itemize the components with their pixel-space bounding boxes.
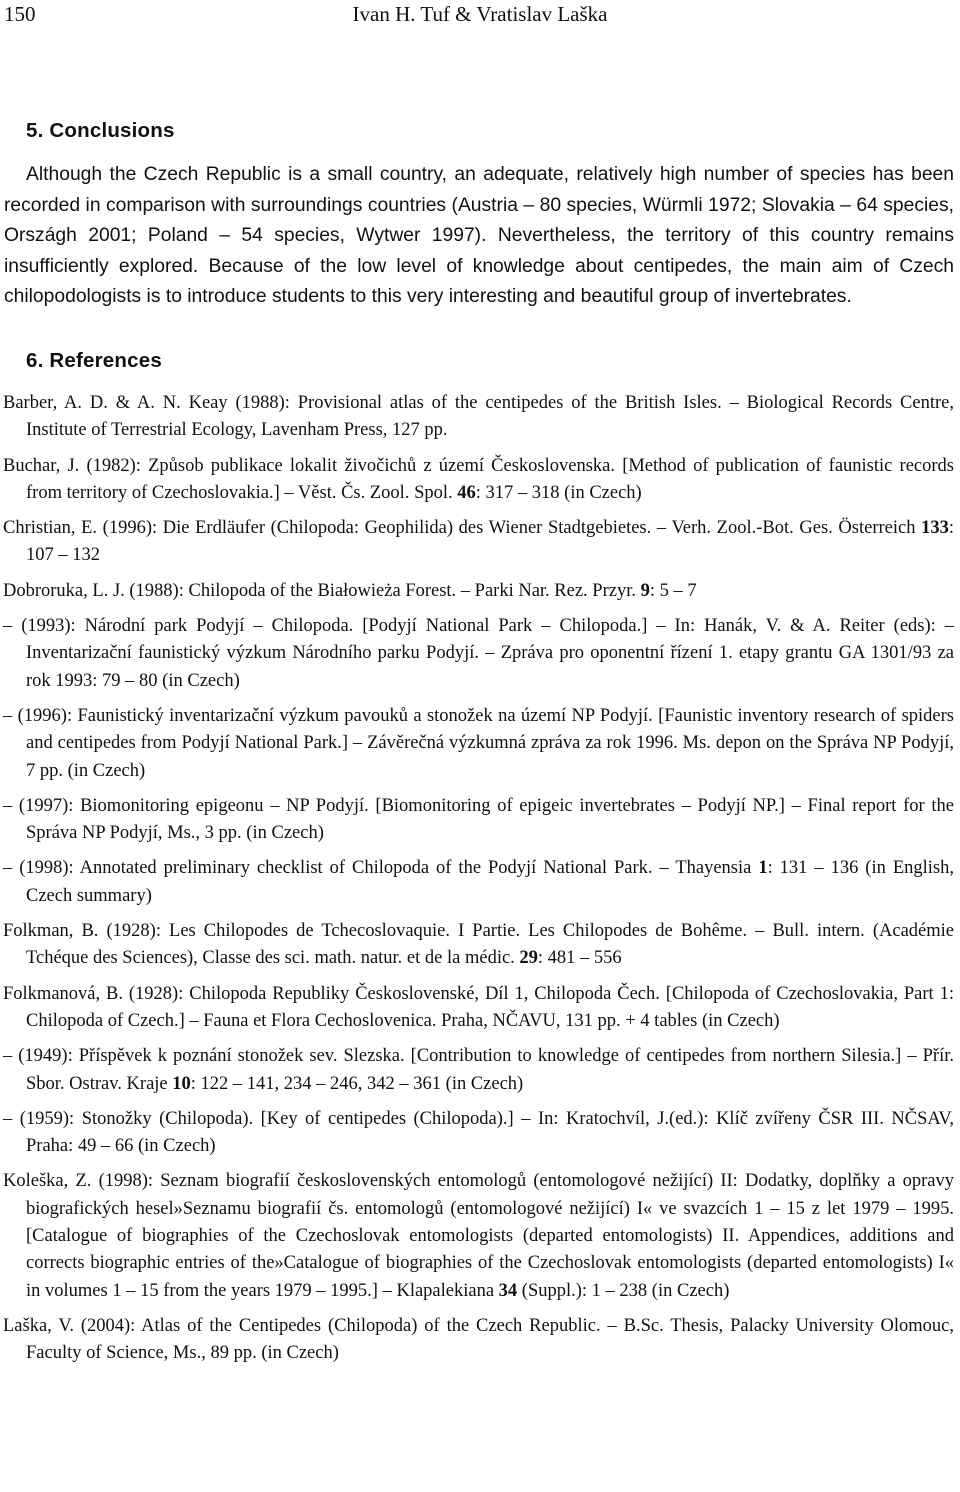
- reference-text: Buchar, J. (1982): Způsob publikace lokalit živočichů z území Československa. [Method of publication of faunistic records from territory of Czechoslovakia.] – Věst. Čs. Zool. Spol.: [3, 455, 954, 503]
- reference-entry: [0, 453, 960, 508]
- reference-text: – (1959): Stonožky (Chilopoda). [Key of centipedes (Chilopoda).] – In: Kratochvíl, J.(ed.): Klíč zvířeny ČSR III. NČSAV, Praha: 49 – 66 (in Czech): [3, 1108, 954, 1157]
- reference-volume: 34: [498, 1280, 518, 1301]
- reference-pages: : 317 – 318 (in Czech): [475, 482, 642, 503]
- reference-pages: : 481 – 556: [537, 948, 622, 969]
- reference-volume: 10: [172, 1073, 191, 1094]
- reference-text: – (1996): Faunistický inventarizační výzkum pavouků a stonožek na území NP Podyjí. [Faunistic inventory research of spiders and centipedes from Podyjí National Park.] – Závěrečná výzkumná zpráva za rok 1996. Ms. depon on the Správa NP Podyjí, 7 pp. (in Czech): [3, 705, 954, 781]
- reference-entry: [0, 613, 960, 695]
- reference-entry: [0, 703, 960, 785]
- reference-entry: [0, 981, 960, 1036]
- reference-volume: 29: [519, 948, 538, 969]
- page-number: 150: [4, 2, 36, 26]
- reference-text: Laška, V. (2004): Atlas of the Centipedes (Chilopoda) of the Czech Republic. – B.Sc. Thesis, Palacky University Olomouc, Faculty of Science, Ms., 89 pp. (in Czech): [3, 1315, 954, 1364]
- reference-pages: (Suppl.): 1 – 238 (in Czech): [517, 1280, 730, 1301]
- reference-text: Koleška, Z. (1998): Seznam biografií československých entomologů (entomologové nežijící) II: Dodatky, doplňky a opravy biografických hesel»Seznamu biografií čs. entomologů (entomologové nežijící) I« ve svazcích 1 – 15 z let 1979 – 1995. [Catalogue of biographies of the Czechoslovak entomologists (departed entomologists) II. Appendices, additions and corrects biographic entries of the»Catalogue of biographies of the Czechoslovak entomologists (departed entomologists) I« in volumes 1 – 15 from the years 1979 – 1995.] – Klapalekiana: [3, 1171, 954, 1301]
- reference-pages: : 131 – 136 (in English, Czech summary): [26, 858, 954, 906]
- reference-text: Christian, E. (1996): Die Erdläufer (Chilopoda: Geophilida) des Wiener Stadtgebietes. – Verh. Zool.-Bot. Ges. Österreich: [3, 518, 922, 539]
- reference-volume: 1: [758, 858, 768, 879]
- reference-text: – (1998): Annotated preliminary checklist of Chilopoda of the Podyjí National Park. – Thayensia: [3, 858, 759, 879]
- reference-text: Barber, A. D. & A. N. Keay (1988): Provisional atlas of the centipedes of the British Isles. – Biological Records Centre, Institute of Terrestrial Ecology, Lavenham Press, 127 pp.: [3, 392, 954, 441]
- reference-volume: 9: [640, 580, 650, 601]
- page-content: [0, 116, 960, 1375]
- reference-list: [0, 390, 960, 1368]
- reference-text: Folkmanová, B. (1928): Chilopoda Republiky Československé, Díl 1, Chilopoda Čech. [Chilopoda of Czechoslovakia, Part 1: Chilopoda of Czech.] – Fauna et Flora Cechoslovenica. Praha, NČAVU, 131 pp. + 4 tables (in Czech): [3, 983, 954, 1031]
- reference-entry: [0, 1106, 960, 1161]
- running-title: Ivan H. Tuf & Vratislav Laška: [352, 2, 608, 26]
- reference-text: – (1949): Příspěvek k poznání stonožek sev. Slezska. [Contribution to knowledge of centipedes from northern Silesia.] – Přír. Sbor. Ostrav. Kraje: [3, 1046, 954, 1094]
- reference-pages: : 107 – 132: [26, 518, 954, 566]
- reference-pages: : 122 – 141, 234 – 246, 342 – 361 (in Czech): [190, 1073, 524, 1094]
- reference-entry: [0, 793, 960, 848]
- reference-entry: [0, 578, 960, 605]
- reference-entry: [0, 1313, 960, 1368]
- reference-entry: [0, 515, 960, 570]
- conclusions-paragraph: Although the Czech Republic is a small country, an adequate, relatively high number of species has been recorded in comparison with surroundings countries (Austria – 80 species, Würmli 1972; Slovakia – 64 species, Országh 2001; Poland – 54 species, Wytwer 1997). Nevertheless, the territory of this country remains insufficiently explored. Because of the low level of knowledge about centipedes, the main aim of Czech chilopodologists is to introduce students to this very interesting and beautiful group of invertebrates.: [4, 164, 954, 308]
- reference-entry: [0, 855, 960, 910]
- reference-entry: [0, 1168, 960, 1304]
- reference-entry: [0, 390, 960, 445]
- conclusions-heading: 5. Conclusions: [26, 119, 175, 142]
- page-header: [0, 2, 960, 30]
- reference-text: Dobroruka, L. J. (1988): Chilopoda of the Białowieża Forest. – Parki Nar. Rez. Przyr.: [3, 580, 641, 601]
- reference-text: Folkman, B. (1928): Les Chilopodes de Tchecoslovaquie. I Partie. Les Chilopodes de Bohême. – Bull. intern. (Académie Tchéque des Sciences), Classe des sci. math. natur. et de la médic.: [3, 921, 954, 969]
- reference-volume: 46: [457, 482, 476, 503]
- reference-pages: : 5 – 7: [649, 580, 697, 601]
- references-heading: 6. References: [26, 348, 162, 372]
- reference-volume: 133: [921, 518, 949, 539]
- reference-text: – (1997): Biomonitoring epigeonu – NP Podyjí. [Biomonitoring of epigeic invertebrates – Podyjí NP.] – Final report for the Správa NP Podyjí, Ms., 3 pp. (in Czech): [3, 795, 954, 844]
- reference-entry: [0, 1043, 960, 1098]
- reference-text: – (1993): Národní park Podyjí – Chilopoda. [Podyjí National Park – Chilopoda.] – In: Hanák, V. & A. Reiter (eds): – Inventarizační faunistický výzkum Národního parku Podyjí. – Zpráva pro oponentní řízení 1. etapy grantu GA 1301/93 za rok 1993: 79 – 80 (in Czech): [3, 616, 954, 691]
- reference-entry: [0, 918, 960, 973]
